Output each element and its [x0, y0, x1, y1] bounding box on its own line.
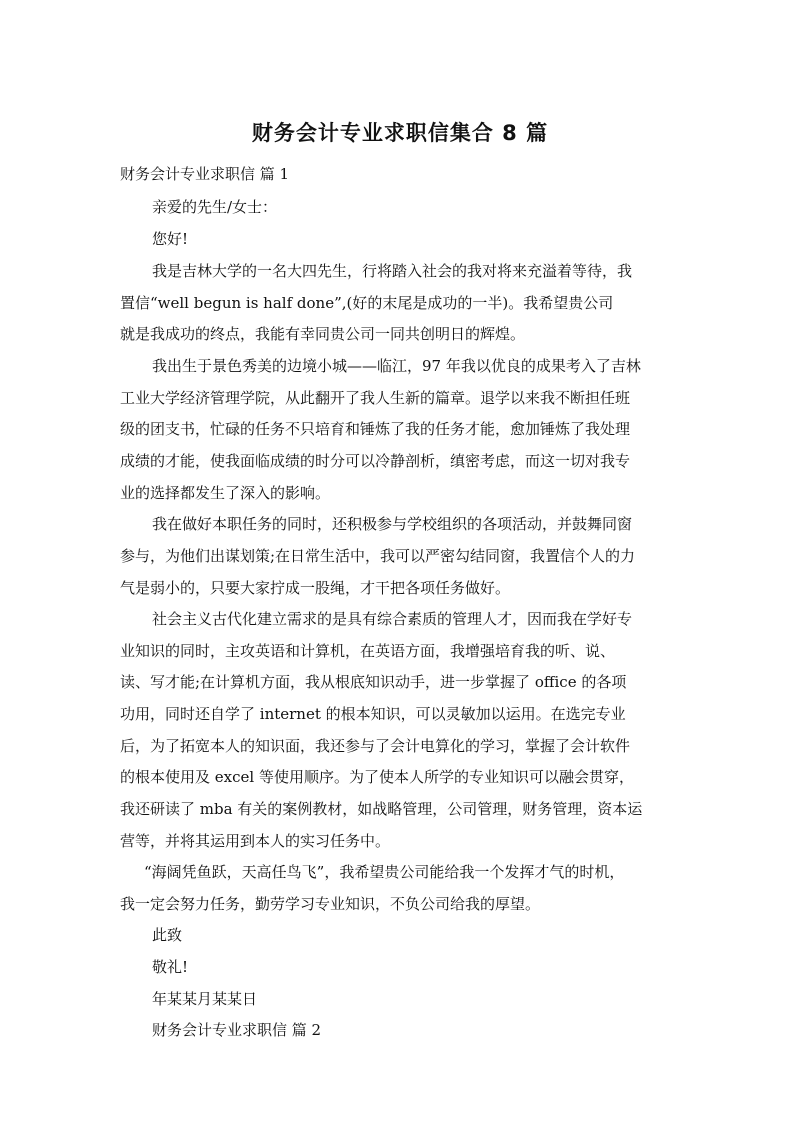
paragraph-line: 我一定会努力任务，勤劳学习专业知识，不负公司给我的厚望。 — [120, 895, 541, 913]
paragraph-line: 气是弱小的，只要大家拧成一股绳，才干把各项任务做好。 — [120, 579, 511, 597]
greeting: 您好! — [152, 230, 189, 248]
paragraph-line: 读、写才能;在计算机方面，我从根底知识动手，进一步掌握了 office 的各项 — [120, 673, 627, 691]
paragraph-line: 我是吉林大学的一名大四先生，行将踏入社会的我对将来充溢着等待，我 — [152, 262, 633, 280]
salutation: 亲爱的先生/女士： — [152, 198, 278, 216]
paragraph-line: 我出生于景色秀美的边境小城——临江，97 年我以优良的成果考入了吉林 — [152, 357, 641, 375]
paragraph-line: 业知识的同时，主攻英语和计算机，在英语方面，我增强培育我的听、说、 — [120, 642, 616, 660]
paragraph-line: 营等，并将其运用到本人的实习任务中。 — [120, 832, 391, 850]
paragraph-line: 的根本使用及 excel 等使用顺序。为了使本人所学的专业知识可以融会贯穿， — [120, 768, 634, 786]
closing-salute: 敬礼! — [152, 958, 189, 976]
date-line: 年某某月某某日 — [152, 990, 258, 1008]
paragraph-line: 业的选择都发生了深入的影响。 — [120, 484, 331, 502]
paragraph-line: 置信“well begun is half done”,(好的末尾是成功的一半)。我希望贵公司 — [120, 294, 614, 312]
paragraph-line: 后，为了拓宽本人的知识面，我还参与了会计电算化的学习，掌握了会计软件 — [120, 737, 631, 755]
paragraph-line: 就是我成功的终点，我能有幸同贵公司一同共创明日的辉煌。 — [120, 325, 526, 343]
paragraph-line: 社会主义古代化建立需求的是具有综合素质的管理人才，因而我在学好专 — [152, 610, 633, 628]
paragraph-line: 功用，同时还自学了 internet 的根本知识，可以灵敏加以运用。在选完专业 — [120, 705, 626, 723]
section-heading: 财务会计专业求职信 篇 2 — [152, 1021, 322, 1039]
document-title: 财务会计专业求职信集合 8 篇 — [251, 121, 549, 145]
paragraph-line: 参与，为他们出谋划策;在日常生活中，我可以严密勾结同窗，我置信个人的力 — [120, 547, 636, 565]
paragraph-line: 成绩的才能，使我面临成绩的时分可以冷静剖析，缜密考虑，而这一切对我专 — [120, 452, 631, 470]
section-heading: 财务会计专业求职信 篇 1 — [120, 165, 290, 183]
paragraph-line: 工业大学经济管理学院，从此翻开了我人生新的篇章。退学以来我不断担任班 — [120, 389, 631, 407]
paragraph-line: 级的团支书，忙碌的任务不只培育和锤炼了我的任务才能，愈加锤炼了我处理 — [120, 420, 631, 438]
closing-line: 此致 — [152, 926, 183, 944]
paragraph-line: 我在做好本职任务的同时，还积极参与学校组织的各项活动，并鼓舞同窗 — [152, 515, 633, 533]
paragraph-line: 我还研读了 mba 有关的案例教材，如战略管理，公司管理，财务管理，资本运 — [120, 800, 643, 818]
paragraph-line: “海阔凭鱼跃，天高任鸟飞”，我希望贵公司能给我一个发挥才气的时机， — [144, 863, 625, 881]
